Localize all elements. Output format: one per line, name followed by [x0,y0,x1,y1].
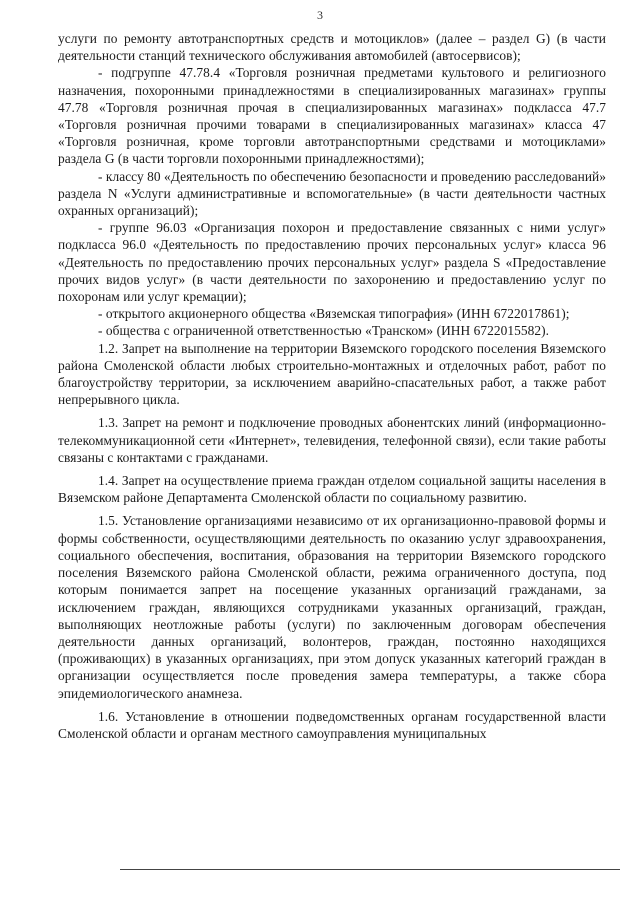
paragraph-class-80: - классу 80 «Деятельность по обеспечению безопасности и проведению расследований» раздела N «Услуги административные и вспомогательные» (в части деятельности частных охранных организаций); [58,168,606,219]
paragraph-transkom: - общества с ограниченной ответственностью «Транском» (ИНН 6722015582). [98,323,549,339]
paragraph-1-6: 1.6. Установление в отношении подведомственных органам государственной власти Смоленской области и органам местного самоуправления муниципальных [58,708,606,741]
paragraph-1-5: 1.5. Установление организациями независимо от их организационно-правовой формы и формы собственности, осуществляющими деятельность по оказанию услуг здравоохранения, социального обеспечения, воспитания, образования на территории Вяземского городского поселения Вяземского района Смоленской области, режима ограниченного доступа, под которым понимается запрет на посещение указанных организаций гражданами, за исключением граждан, являющихся сотрудниками указанных организаций, граждан, выполняющих неотложные работы (услуги) по заключенным договорам обеспечения деятельности данных организаций, волонтеров, граждан, постоянно находящихся (проживающих) в указанных организациях, при этом допуск указанных категорий граждан в организации осуществляется после проведения замера температуры, а также сбора эпидемиологического анамнеза. [58,513,606,701]
paragraph-vyazma-printing: - открытого акционерного общества «Вяземская типография» (ИНН 6722017861); [98,306,570,322]
paragraph-subgroup-47784: - подгруппе 47.78.4 «Торговля розничная предметами культового и религиозного назначения, похоронными принадлежностями в специализированных магазинах» группы 47.78 «Торговля розничная прочая в специализированных магазинах» подкласса 47.7 «Торговля розничная прочими товарами в специализированных магазинах» класса 47 «Торговля розничная, кроме торговли автотранспортными средствами и мотоциклами» раздела G (в части торговли похоронными принадлежностями); [58,65,606,167]
paragraph-1-2: 1.2. Запрет на выполнение на территории Вяземского городского поселения Вяземского района Смоленской области любых строительно-монтажных и отделочных работ, работ по благоустройству территории, за исключением аварийно-спасательных работ, а также работ непрерывного цикла. [58,340,606,408]
document-body [58,30,606,742]
paragraph-1-3: 1.3. Запрет на ремонт и подключение проводных абонентских линий (информационно-телекоммуникационной сети «Интернет», телевидения, телефонной связи), если такие работы связаны с контактами с гражданами. [58,415,606,465]
paragraph-1-4: 1.4. Запрет на осуществление приема граждан отделом социальной защиты населения в Вяземском районе Департамента Смоленской области по социальному развитию. [58,473,606,506]
footer-divider [120,869,620,870]
page-number: 3 [317,8,323,22]
paragraph-services-continuation: услуги по ремонту автотранспортных средств и мотоциклов» (далее – раздел G) (в части деятельности станций технического обслуживания автомобилей (автосервисов); [58,31,606,64]
paragraph-group-9603: - группе 96.03 «Организация похорон и предоставление связанных с ними услуг» подкласса 96.0 «Деятельность по предоставлению прочих персональных услуг» класса 96 «Деятельность по предоставлению прочих персональных услуг» раздела S «Предоставление прочих видов услуг» (в части деятельности по захоронению и предоставлению услуг по похоронам или услуг кремации); [58,220,606,305]
